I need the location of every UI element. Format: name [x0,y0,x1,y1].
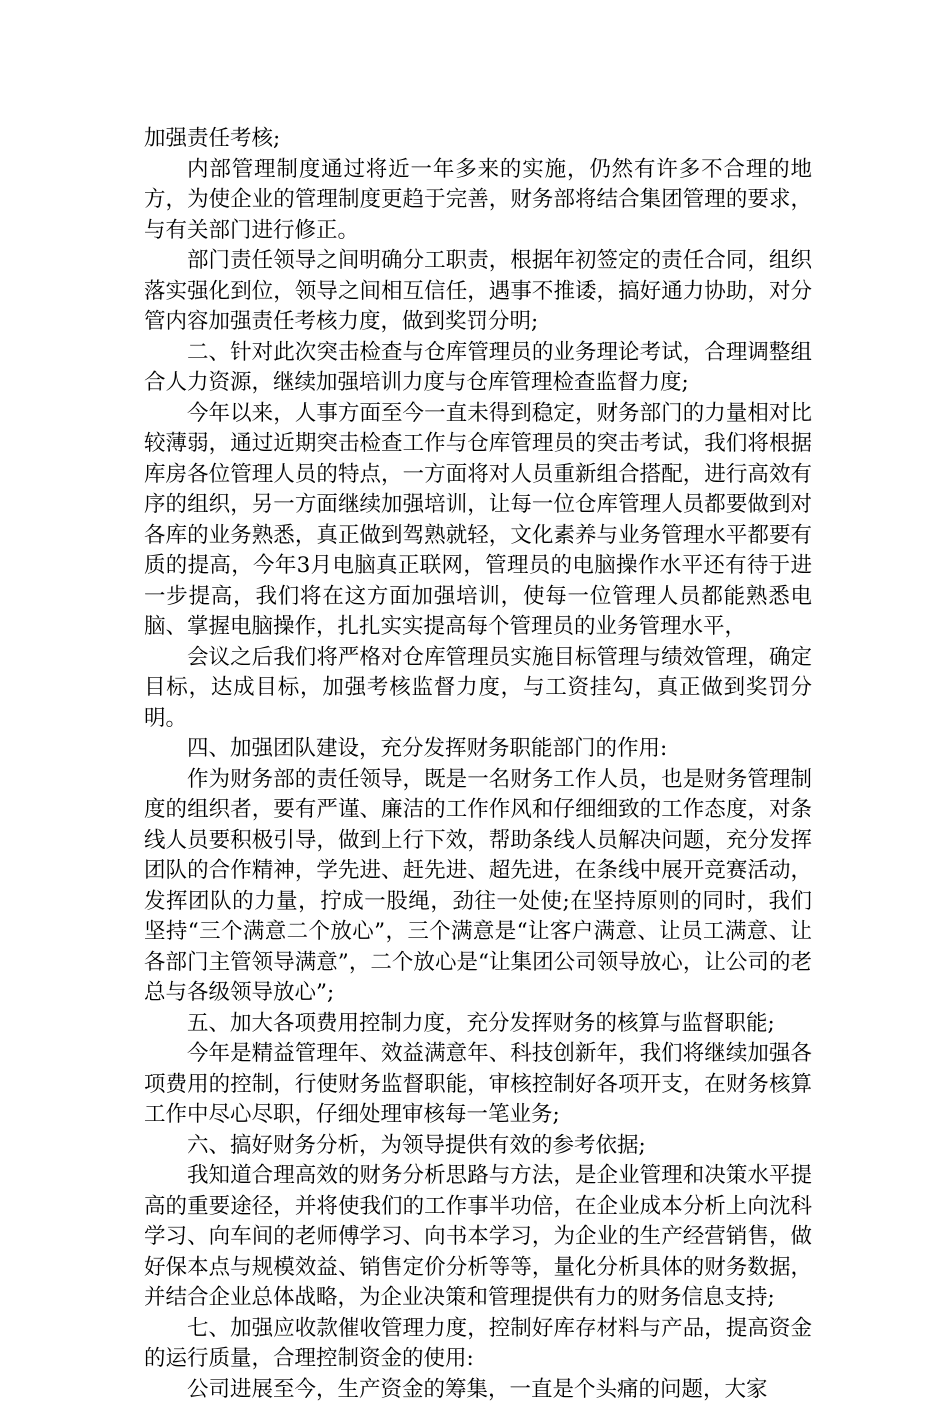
paragraph-capital-raising: 公司进展至今，生产资金的筹集，一直是个头痛的问题，大家 [144,1375,812,1405]
paragraph-meeting: 会议之后我们将严格对仓库管理员实施目标管理与绩效管理，确定目标，达成目标，加强考核监督力度，与工资挂勾，真正做到奖罚分明。 [144,643,812,735]
heading-section-seven: 七、加强应收款催收管理力度，控制好库存材料与产品，提高资金的运行质量，合理控制资金的使用: [144,1314,812,1375]
paragraph-internal-management: 内部管理制度通过将近一年多来的实施，仍然有许多不合理的地方，为使企业的管理制度更趋于完善，财务部将结合集团管理的要求，与有关部门进行修正。 [144,155,812,247]
document-body [144,124,812,1405]
heading-section-two: 二、针对此次突击检查与仓库管理员的业务理论考试，合理调整组合人力资源，继续加强培训力度与仓库管理检查监督力度; [144,338,812,399]
paragraph-financial-analysis: 我知道合理高效的财务分析思路与方法，是企业管理和决策水平提高的重要途径，并将使我们的工作事半功倍，在企业成本分析上向沈科学习、向车间的老师傅学习、向书本学习，为企业的生产经营销售，做好保本点与规模效益、销售定价分析等等，量化分析具体的财务数据，并结合企业总体战略，为企业决策和管理提供有力的财务信息支持; [144,1161,812,1314]
paragraph-cost-control: 今年是精益管理年、效益满意年、科技创新年，我们将继续加强各项费用的控制，行使财务监督职能，审核控制好各项开支，在财务核算工作中尽心尽职，仔细处理审核每一笔业务; [144,1039,812,1131]
heading-section-five: 五、加大各项费用控制力度，充分发挥财务的核算与监督职能; [144,1009,812,1040]
heading-section-four: 四、加强团队建设，充分发挥财务职能部门的作用: [144,734,812,765]
paragraph-personnel: 今年以来，人事方面至今一直未得到稳定，财务部门的力量相对比较薄弱，通过近期突击检查工作与仓库管理员的突击考试，我们将根据库房各位管理人员的特点，一方面将对人员重新组合搭配，进行高效有序的组织，另一方面继续加强培训，让每一位仓库管理人员都要做到对各库的业务熟悉，真正做到驾熟就轻，文化素养与业务管理水平都要有质的提高，今年3月电脑真正联网，管理员的电脑操作水平还有待于进一步提高，我们将在这方面加强培训，使每一位管理人员都能熟悉电脑、掌握电脑操作，扎扎实实提高每个管理员的业务管理水平， [144,399,812,643]
paragraph-department-leadership: 部门责任领导之间明确分工职责，根据年初签定的责任合同，组织落实强化到位，领导之间相互信任，遇事不推诿，搞好通力协助，对分管内容加强责任考核力度，做到奖罚分明; [144,246,812,338]
paragraph-responsibility-assessment: 加强责任考核; [144,124,812,155]
heading-section-six: 六、搞好财务分析，为领导提供有效的参考依据; [144,1131,812,1162]
paragraph-team-building: 作为财务部的责任领导，既是一名财务工作人员，也是财务管理制度的组织者，要有严谨、廉洁的工作作风和仔细细致的工作态度，对条线人员要积极引导，做到上行下效，帮助条线人员解决问题，充分发挥团队的合作精神，学先进、赶先进、超先进，在条线中展开竞赛活动，发挥团队的力量，拧成一股绳，劲往一处使;在坚持原则的同时，我们坚持“三个满意二个放心”，三个满意是“让客户满意、让员工满意、让各部门主管领导满意”，二个放心是“让集团公司领导放心，让公司的老总与各级领导放心”; [144,765,812,1009]
